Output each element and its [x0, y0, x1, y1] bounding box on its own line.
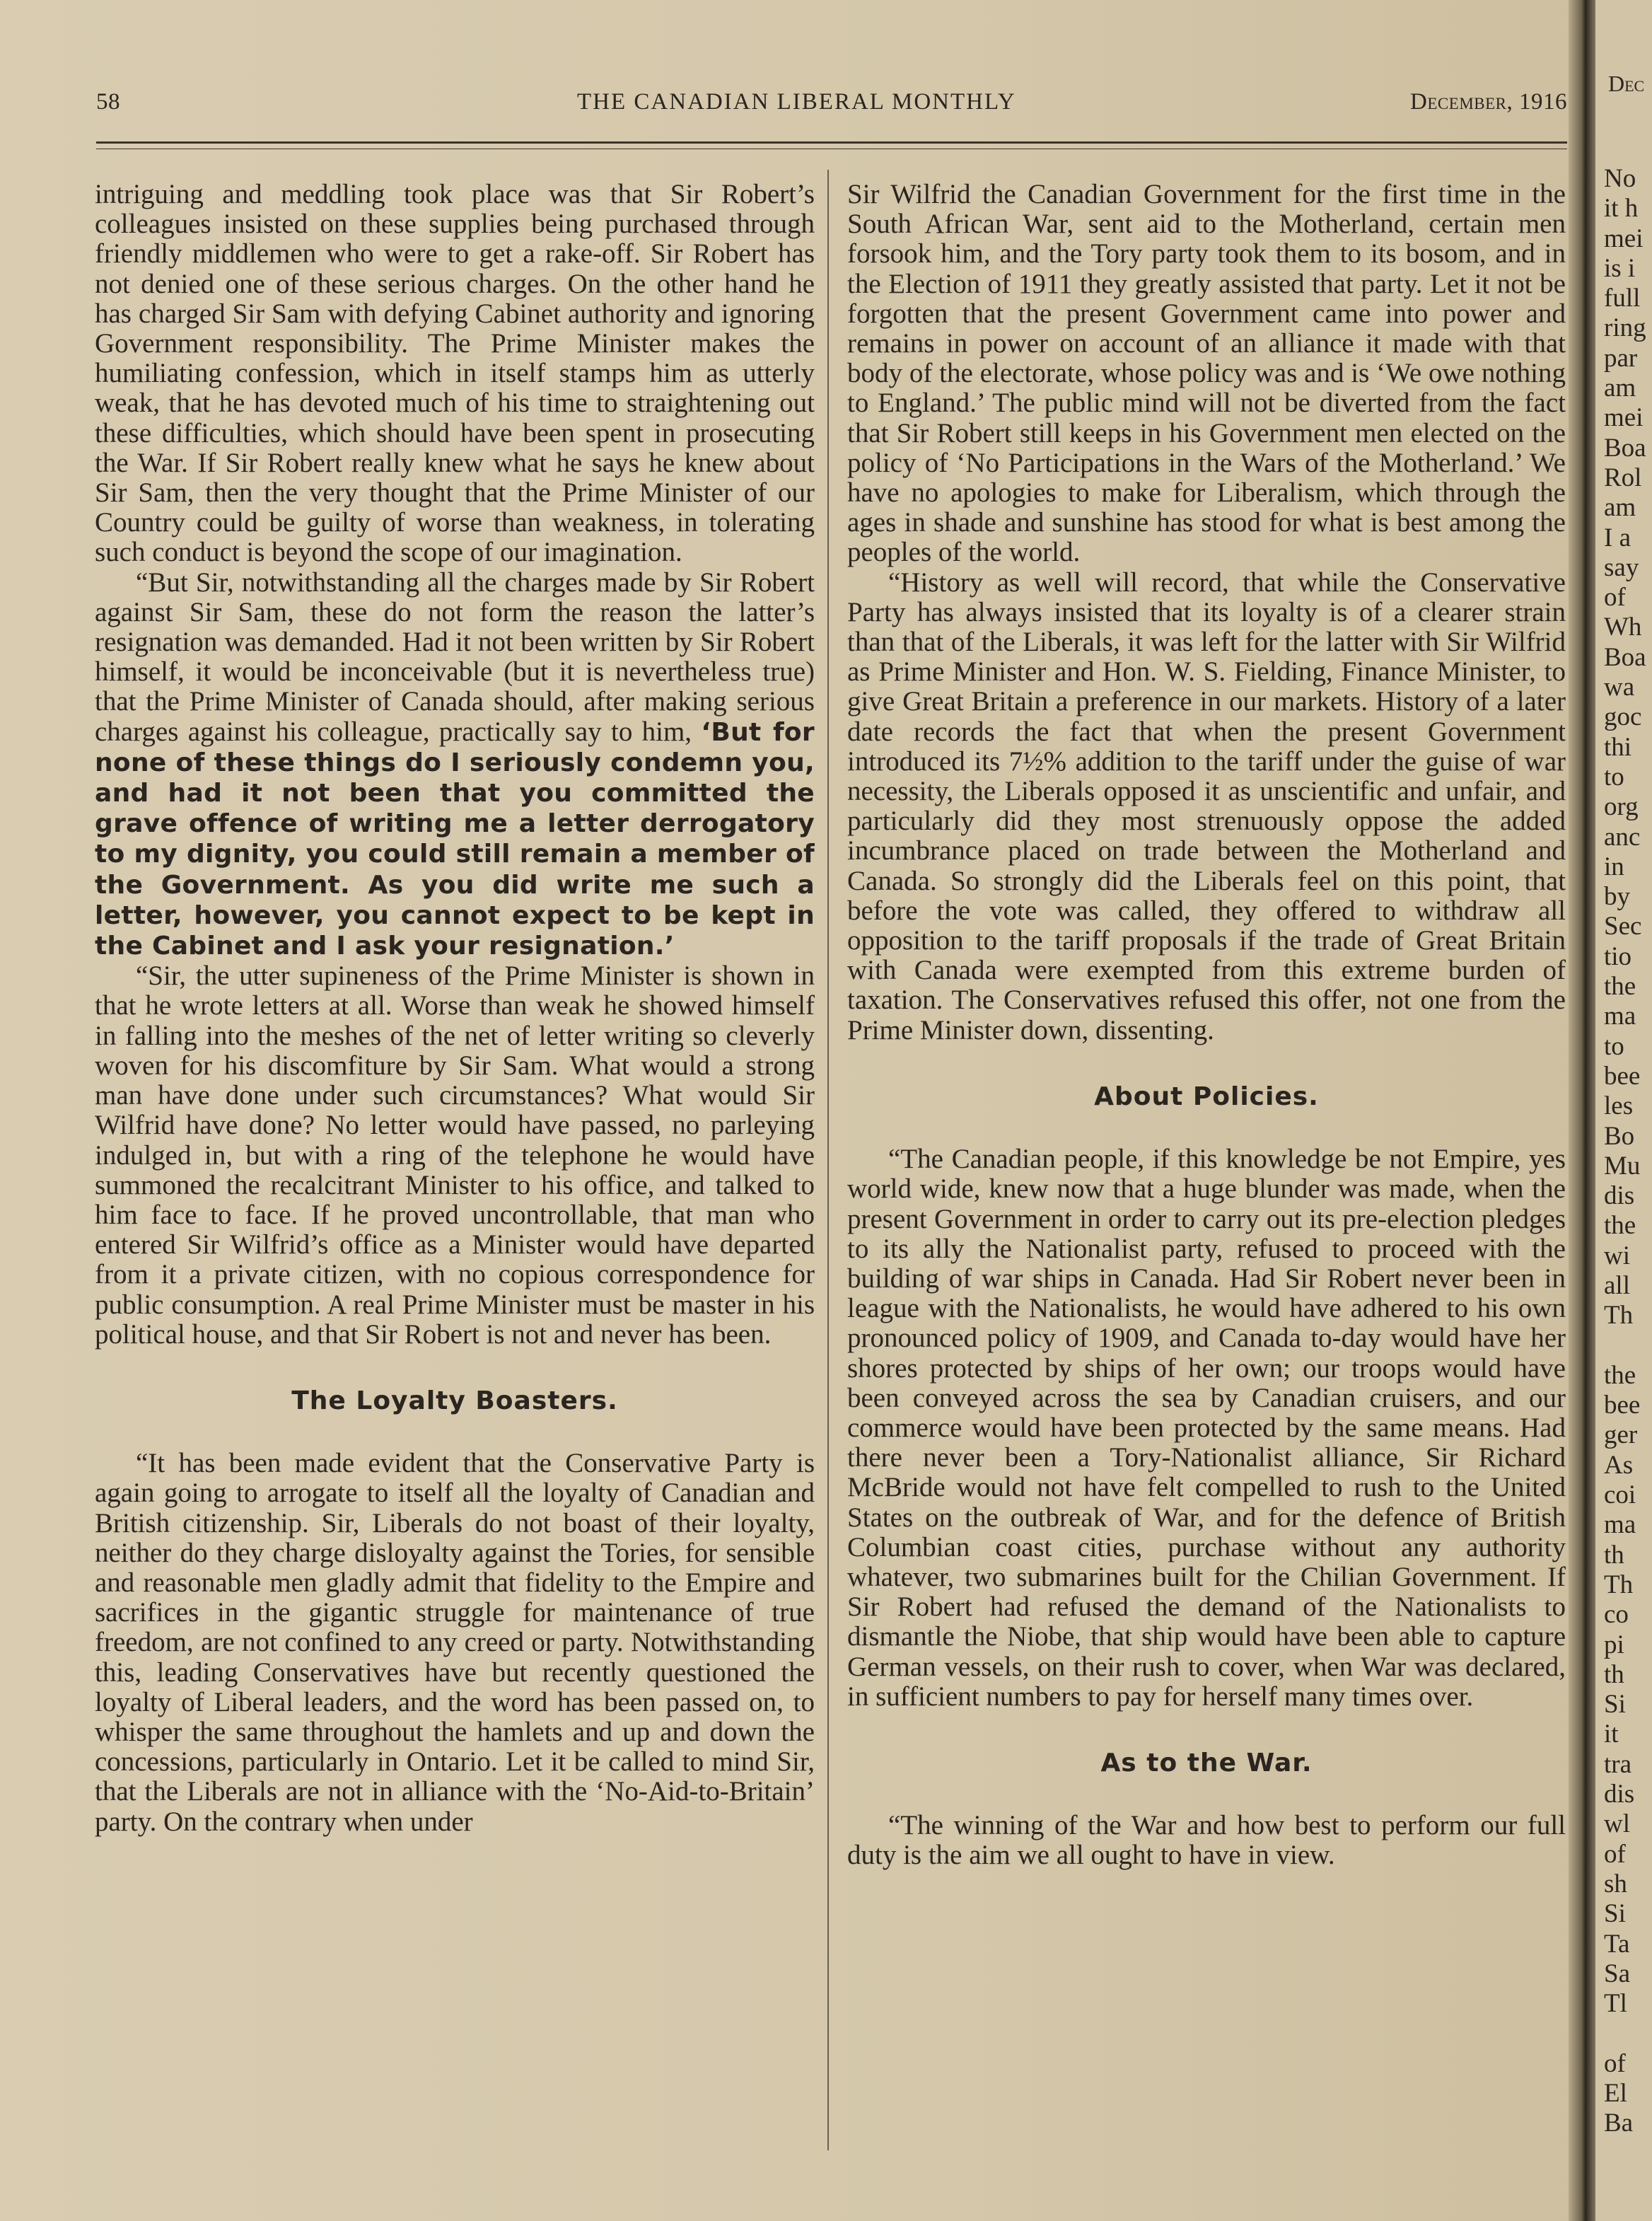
next-page-line: Sec [1604, 912, 1642, 941]
next-page-line: Th [1604, 1301, 1634, 1330]
paragraph: Sir Wilfrid the Canadian Government for the first time in the South African War, sent aid to the Motherland, certain men forsook him, and the Tory party took them to its bosom, and in the Election of 1911 they greatly assisted that party. Let it not be forgotten that the present Government came into power and remains in power on account of an alliance it made with that body of the electorate, whose policy was and is ‘We owe nothing to England.’ The public mind will not be diverted from the fact that Sir Robert still keeps in his Government men elected on the policy of ‘No Participations in the Wars of the Motherland.’ We have no apologies to make for Liberalism, which through the ages in shade and sunshine has stood for what is best among the peoples of the world. [847, 179, 1566, 568]
next-page-line: tio [1604, 941, 1632, 971]
next-page-line: ger [1604, 1420, 1638, 1450]
next-page-line [1604, 1331, 1646, 1361]
paragraph: “The winning of the War and how best to perform our full duty is the aim we all ought to have in view. [847, 1810, 1566, 1871]
next-page-line: full [1604, 284, 1641, 313]
next-page-line: to [1604, 762, 1624, 791]
next-page-line: El [1604, 2079, 1627, 2108]
next-page-line: Tl [1604, 1989, 1627, 2019]
next-page-line: the [1604, 1211, 1636, 1241]
next-page-line: Rol [1604, 463, 1642, 492]
paragraph: “The Canadian people, if this knowledge be not Empire, yes world wide, knew now that a huge blunder was made, when the present Government in order to carry out its pre-election pledges to its ally the Nationalist party, refused to proceed with the building of war ships in Canada. Had Sir Robert never been in league with the Nationalists, he would have adhered to his own pronounced policy of 1909, and Canada to-day would have her shores protected by ships of her own; our troops would have been conveyed across the sea by Canadian cruisers, and our commerce would have been protected by the same means. Had there never been a Tory-Nationalist alliance, Sir Richard McBride would not have felt compelled to rush to the United States on the outbreak of War, and for the defence of British Columbian coast cities, purchase without any authority whatever, two submarines built for the Chilian Government. If Sir Robert had refused the demand of the Nationalists to dismantle the Niobe, that ship would have been able to capture German vessels, on their rush to cover, when War was declared, in sufficient numbers to pay for herself many times over. [847, 1144, 1566, 1712]
next-page-line: bee [1604, 1391, 1641, 1420]
next-page-line: Boa [1604, 642, 1646, 672]
next-page-line: th [1604, 1659, 1624, 1689]
left-column [95, 180, 815, 1837]
next-page-line: Si [1604, 1899, 1626, 1929]
paragraph-text: “But Sir, notwithstanding all the charges made by Sir Robert against Sir Sam, these do not form the reason the latter’s resignation was demanded. Had it not been written by Sir Robert himself, it would be inconceivable (but it is nevertheless true) that the Prime Minister of Canada should, after making serious charges against his colleague, practically say to him, [95, 567, 815, 747]
next-page-fragment [1595, 0, 1652, 2221]
next-page-line: pi [1604, 1630, 1624, 1659]
next-page-lines [1604, 164, 1646, 2139]
next-page-line: am [1604, 493, 1636, 523]
next-page-line: say [1604, 552, 1639, 582]
next-page-line: org [1604, 792, 1639, 822]
next-page-line: par [1604, 343, 1638, 373]
next-page-line: Ba [1604, 2109, 1634, 2138]
magazine-title: THE CANADIAN LIBERAL MONTHLY [577, 89, 1016, 115]
next-page-line: wl [1604, 1809, 1630, 1839]
next-page-line: to [1604, 1031, 1624, 1061]
next-page-line: is i [1604, 253, 1636, 283]
paragraph: “It has been made evident that the Conservative Party is again going to arrogate to itself all the loyalty of Canadian and British citizenship. Sir, Liberals do not boast of their loyalty, neither do they charge disloyalty against the Tories, for sensible and reasonable men gladly admit that fidelity to the Empire and sacrifices in the gigantic struggle for maintenance of true freedom, are not confined to any creed or party. Notwithstanding this, leading Conservatives have but recently questioned the loyalty of Liberal leaders, and the word has been passed on, to whisper the same throughout the hamlets and up and down the concessions, particularly in Ontario. Let it be called to mind Sir, that the Liberals are not in alliance with the ‘No-Aid-to-Britain’ party. On the contrary when under [95, 1448, 815, 1837]
next-page-line: Bo [1604, 1121, 1635, 1151]
next-page-line: coi [1604, 1480, 1636, 1510]
section-heading: The Loyalty Boasters. [291, 1386, 618, 1415]
issue-date: December, 1916 [1410, 89, 1567, 115]
next-page-line: ring [1604, 313, 1646, 343]
paragraph: intriguing and meddling took place was that Sir Robert’s colleagues insisted on these supplies being purchased through friendly middlemen who were to get a rake-off. Sir Robert has not denied one of these serious charges. On the other hand he has charged Sir Sam with defying Cabinet authority and ignoring Government responsibility. The Prime Minister makes the humiliating confession, which in itself stamps him as utterly weak, that he has devoted much of his time to straightening out these difficulties, which should have been spent in prosecuting the War. If Sir Robert really knew what he says he knew about Sir Sam, then the very thought that the Prime Minister of our Country could be guilty of worse than weakness, in tolerating such conduct is beyond the scope of our imagination. [95, 179, 815, 568]
next-page-line: Si [1604, 1690, 1626, 1720]
next-page-line: Sa [1604, 1959, 1630, 1988]
next-page-line: mei [1604, 224, 1644, 253]
next-page-line: co [1604, 1600, 1629, 1630]
right-column [847, 180, 1566, 1871]
next-page-line: it h [1604, 194, 1639, 224]
next-page-line: dis [1604, 1181, 1635, 1211]
section-heading: About Policies. [1094, 1081, 1319, 1111]
next-page-line: in [1604, 852, 1624, 881]
next-page-line: thi [1604, 732, 1632, 762]
column-divider [827, 170, 829, 2150]
next-page-line: anc [1604, 822, 1641, 852]
next-page-line: the [1604, 1360, 1636, 1390]
book-gutter-shadow [1569, 0, 1597, 2221]
next-page-line: th [1604, 1540, 1624, 1570]
next-page-line: of [1604, 1839, 1626, 1869]
next-page-line: bee [1604, 1061, 1641, 1091]
next-page-line: Wh [1604, 613, 1642, 642]
next-page-line: Mu [1604, 1151, 1641, 1181]
next-page-line: Ta [1604, 1929, 1630, 1959]
next-page-header: Dec [1608, 71, 1645, 96]
bold-quotation: ‘But for none of these things do I seriously condemn you, and had it not been that you committed the grave offence of writing me a letter derrogatory to my dignity, you could still remain a member of the Government. As you did write me such a letter, however, you cannot expect to be kept in the Cabinet and I ask your resignation.’ [95, 717, 815, 961]
next-page-line: wa [1604, 673, 1635, 702]
next-page-line: sh [1604, 1869, 1627, 1898]
next-page-line: As [1604, 1450, 1634, 1480]
next-page-line: tra [1604, 1749, 1632, 1779]
next-page-line: les [1604, 1091, 1634, 1121]
next-page-line: ma [1604, 1002, 1636, 1031]
next-page-line: wi [1604, 1241, 1630, 1270]
next-page-line: of [1604, 583, 1626, 613]
next-page-line: I a [1604, 523, 1631, 552]
next-page-line: of [1604, 2048, 1626, 2078]
paragraph: “History as well will record, that while the Conservative Party has always insisted that its loyalty is of a clearer strain than that of the Liberals, it was left for the latter with Sir Wilfrid as Prime Minister and Hon. W. S. Fielding, Finance Minister, to give Great Britain a preference in our markets. History of a later date records the fact that when the present Government introduced its 7½% addition to the tariff under the guise of war necessity, the Liberals opposed it as unscientific and unfair, and particularly did they most strenuously oppose the added incumbrance placed on trade between the Motherland and Canada. So strongly did the Liberals feel on this point, that before the vote was called, they offered to withdraw all opposition to the tariff proposals if the trade of Great Britain with Canada were exempted from this extreme burden of taxation. The Conservatives refused this offer, not one from the Prime Minister down, dissenting. [847, 567, 1566, 1045]
next-page-line: the [1604, 972, 1636, 1002]
next-page-line [1604, 2019, 1646, 2048]
next-page-line: goc [1604, 702, 1642, 732]
next-page-line: mei [1604, 403, 1644, 433]
paragraph: “Sir, the utter supineness of the Prime Minister is shown in that he wrote letters at all. Worse than weak he showed himself in falling into the meshes of the net of letter writing so cleverly woven for his discomfiture by Sir Sam. What would a strong man have done under such circumstances? What would Sir Wilfrid have done? No letter would have passed, no parleying indulged in, but with a ring of the telephone he would have summoned the recalcitrant Minister to his office, and talked to him face to face. If he proved uncontrollable, that man who entered Sir Wilfrid’s office as a Minister would have departed from it a private citizen, with no copious correspondence for public consumption. A real Prime Minister must be master in his political house, and that Sir Robert is not and never has been. [95, 961, 815, 1350]
page-number: 58 [96, 89, 120, 115]
next-page-line: am [1604, 373, 1636, 403]
next-page-line: it [1604, 1720, 1619, 1749]
next-page-line: Boa [1604, 433, 1646, 463]
paragraph-with-quote [95, 568, 815, 962]
header-rule-thick [96, 141, 1567, 144]
next-page-line: all [1604, 1270, 1630, 1300]
next-page-line: Th [1604, 1570, 1634, 1599]
section-heading: As to the War. [1100, 1748, 1313, 1778]
running-header [96, 86, 1567, 122]
next-page-line: by [1604, 882, 1630, 912]
next-page-line: No [1604, 164, 1636, 193]
next-page-line: ma [1604, 1510, 1636, 1540]
next-page-line: dis [1604, 1780, 1635, 1809]
